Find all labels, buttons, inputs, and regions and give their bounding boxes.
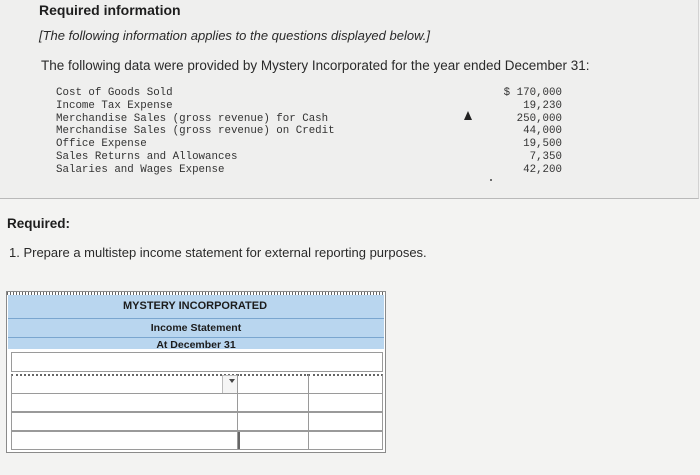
table-row: [8, 374, 384, 392]
income-statement-form: [6, 291, 386, 453]
statement-header: [8, 295, 384, 349]
information-panel: [0, 0, 699, 199]
required-label: Required:: [7, 216, 71, 231]
amount-input[interactable]: [237, 393, 309, 412]
data-value: $ 170,000: [503, 87, 562, 99]
intro-text: The following data were provided by Mystery Incorporated for the year ended December 31:: [41, 58, 590, 73]
requirement-1: 1. Prepare a multistep income statement for external reporting purposes.: [9, 245, 427, 260]
statement-title: Income Statement: [150, 322, 242, 334]
account-select[interactable]: [11, 393, 238, 412]
total-input[interactable]: [308, 374, 383, 394]
total-input[interactable]: [308, 412, 383, 431]
required-information-heading: Required information: [39, 2, 181, 18]
data-label: Office Expense: [56, 138, 147, 151]
company-name: MYSTERY INCORPORATED: [123, 300, 268, 312]
data-label: Merchandise Sales (gross revenue) on Credit: [56, 125, 335, 138]
account-select[interactable]: [11, 431, 238, 450]
statement-wide-row[interactable]: [11, 352, 383, 372]
data-value: 7,350: [529, 150, 562, 163]
divider: [8, 318, 384, 319]
account-select[interactable]: [11, 412, 238, 431]
dot-mark: [490, 179, 492, 181]
amount-input[interactable]: [237, 412, 309, 431]
column-marker: [238, 432, 240, 449]
instruction-note: [The following information applies to the questions displayed below.]: [39, 28, 430, 43]
divider: [8, 337, 384, 338]
table-row: [8, 412, 384, 430]
total-input[interactable]: [308, 393, 383, 412]
data-value: 19,230: [523, 99, 562, 112]
statement-date: At December 31: [156, 339, 236, 351]
wide-input[interactable]: [12, 353, 382, 371]
chevron-down-icon: [229, 379, 235, 383]
total-input[interactable]: [308, 431, 383, 450]
account-select[interactable]: [11, 374, 238, 394]
data-label: Sales Returns and Allowances: [56, 150, 238, 163]
mouse-cursor-icon: [464, 111, 472, 120]
data-value: 44,000: [523, 125, 562, 138]
data-value: 250,000: [516, 112, 562, 125]
table-row: [8, 431, 384, 449]
data-value: 19,500: [523, 138, 562, 151]
data-label: Income Tax Expense: [56, 99, 173, 112]
data-label: Salaries and Wages Expense: [56, 163, 225, 176]
data-value: 42,200: [523, 163, 562, 176]
amount-input[interactable]: [237, 374, 309, 394]
table-row: [8, 393, 384, 411]
data-label: Cost of Goods Sold: [56, 87, 173, 99]
amount-input[interactable]: [237, 431, 309, 450]
data-label: Merchandise Sales (gross revenue) for Cash: [56, 112, 329, 125]
